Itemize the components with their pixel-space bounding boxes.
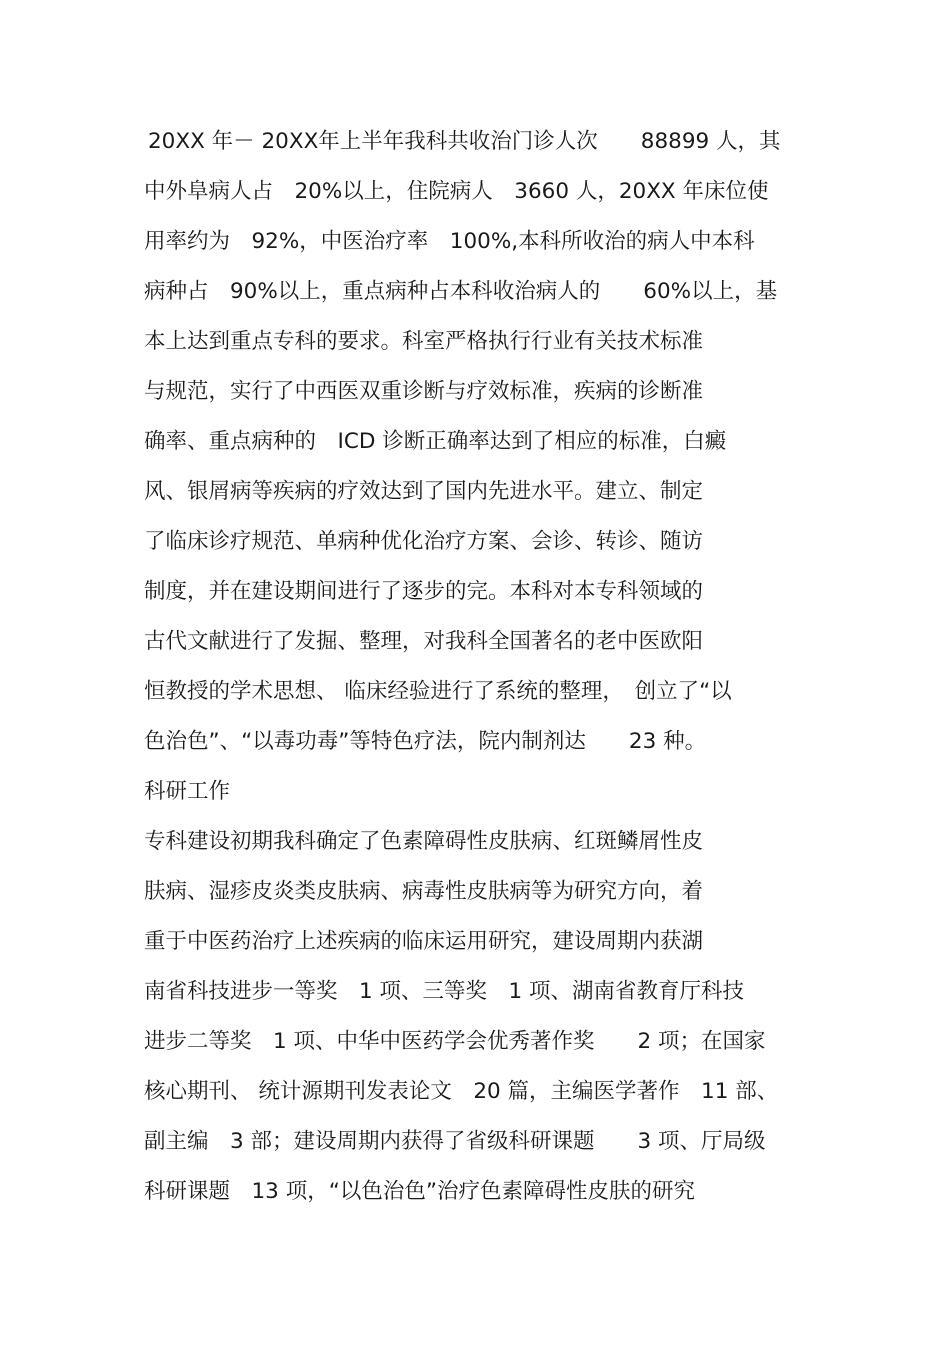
document-body [144, 122, 814, 1222]
section-heading: 科研工作 [144, 779, 231, 804]
text-line: 恒教授的学术思想、 临床经验进行了系统的整理， 创立了“以 [144, 679, 732, 704]
text-line: 与规范，实行了中西医双重诊断与疗效标准，疾病的诊断准 [144, 379, 704, 404]
text-line: 20XX 年－ 20XX年上半年我科共收治门诊人次 88899 人，其 [148, 129, 781, 154]
text-line: 核心期刊、 统计源期刊发表论文 20 篇，主编医学著作 11 部、 [144, 1079, 779, 1104]
text-line: 本上达到重点专科的要求。科室严格执行行业有关技术标准 [144, 329, 704, 354]
text-line: 重于中医药治疗上述疾病的临床运用研究，建设周期内获湖 [144, 929, 704, 954]
text-line: 用率约为 92%，中医治疗率 100%,本科所收治的病人中本科 [144, 229, 755, 254]
text-line: 制度，并在建设期间进行了逐步的完。本科对本专科领域的 [144, 579, 704, 604]
text-line: 进步二等奖 1 项、中华中医药学会优秀著作奖 2 项；在国家 [144, 1029, 766, 1054]
text-line: 了临床诊疗规范、单病种优化治疗方案、会诊、转诊、随访 [144, 529, 704, 554]
text-line: 病种占 90%以上，重点病种占本科收治病人的 60%以上，基 [144, 279, 778, 304]
text-line: 古代文献进行了发掘、整理，对我科全国著名的老中医欧阳 [144, 629, 704, 654]
text-line: 副主编 3 部；建设周期内获得了省级科研课题 3 项、厅局级 [144, 1129, 766, 1154]
text-line: 南省科技进步一等奖 1 项、三等奖 1 项、湖南省教育厅科技 [144, 979, 745, 1004]
text-line: 肤病、湿疹皮炎类皮肤病、病毒性皮肤病等为研究方向，着 [144, 879, 704, 904]
text-line: 色治色”、“以毒功毒”等特色疗法，院内制剂达 23 种。 [144, 729, 707, 754]
text-line: 确率、重点病种的 ICD 诊断正确率达到了相应的标准，白癜 [144, 429, 727, 454]
text-line: 风、银屑病等疾病的疗效达到了国内先进水平。建立、制定 [144, 479, 704, 504]
text-line: 专科建设初期我科确定了色素障碍性皮肤病、红斑鳞屑性皮 [144, 829, 704, 854]
text-line: 中外阜病人占 20%以上，住院病人 3660 人，20XX 年床位使 [144, 179, 769, 204]
text-line: 科研课题 13 项，“以色治色”治疗色素障碍性皮肤的研究 [144, 1179, 695, 1204]
